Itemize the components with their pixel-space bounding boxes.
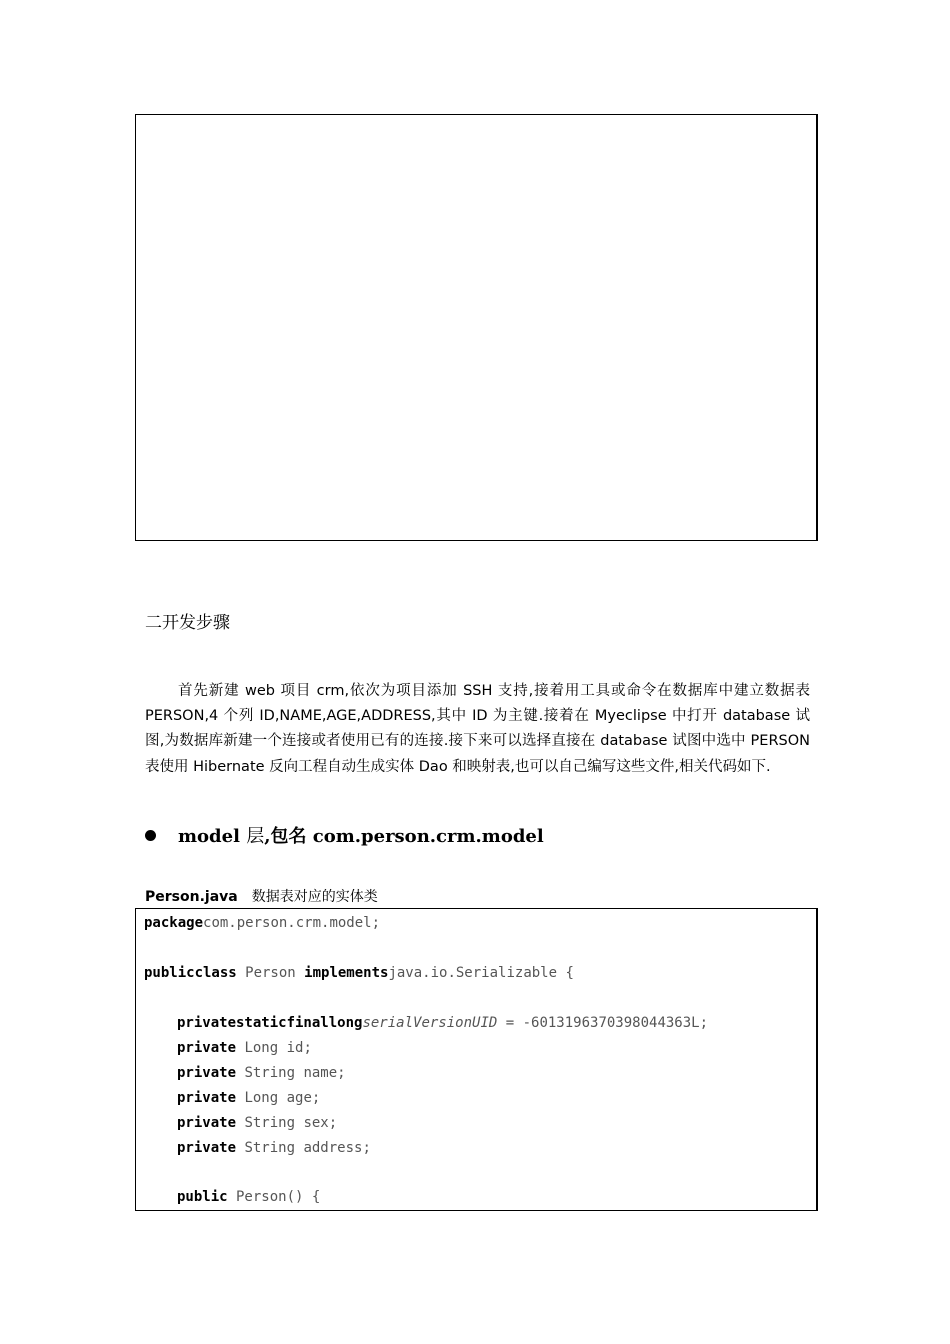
code-line: publicclass Person implementsjava.io.Serializable { <box>144 965 574 981</box>
code-line: private Long age; <box>177 1090 321 1106</box>
code-line: public Person() { <box>177 1189 321 1205</box>
code-line: private String name; <box>177 1065 346 1081</box>
intro-paragraph: 首先新建 web 项目 crm,依次为项目添加 SSH 支持,接着用工具或命令在数据库中建立数据表 PERSON,4 个列 ID,NAME,AGE,ADDRESS,其中 ID 为主键.接着在 Myeclipse 中打开 database 试图,为数据库新建一个连接或者使用已有的连接.接下来可以选择直接在 database 试图中选中 PERSON 表使用 Hibernate 反向工程自动生成实体 Dao 和映射表,也可以自己编写这些文件,相关代码如下. <box>145 683 810 775</box>
caption-filename: Person.java <box>145 889 238 905</box>
code-line: private Long id; <box>177 1040 312 1056</box>
code-block <box>135 908 818 1211</box>
caption-description: 数据表对应的实体类 <box>251 889 378 905</box>
code-caption <box>145 886 378 906</box>
empty-figure-frame <box>135 114 818 541</box>
section-heading: 二开发步骤 <box>145 613 230 633</box>
code-line: privatestaticfinallongserialVersionUID = -6013196370398044363L; <box>177 1015 709 1031</box>
bullet-text: model 层,包名 com.person.crm.model <box>178 826 544 847</box>
code-line: private String address; <box>177 1140 371 1156</box>
bullet-item-model <box>145 822 544 848</box>
code-line: packagecom.person.crm.model; <box>144 915 381 931</box>
code-line: private String sex; <box>177 1115 338 1131</box>
bullet-dot-icon <box>145 830 156 841</box>
